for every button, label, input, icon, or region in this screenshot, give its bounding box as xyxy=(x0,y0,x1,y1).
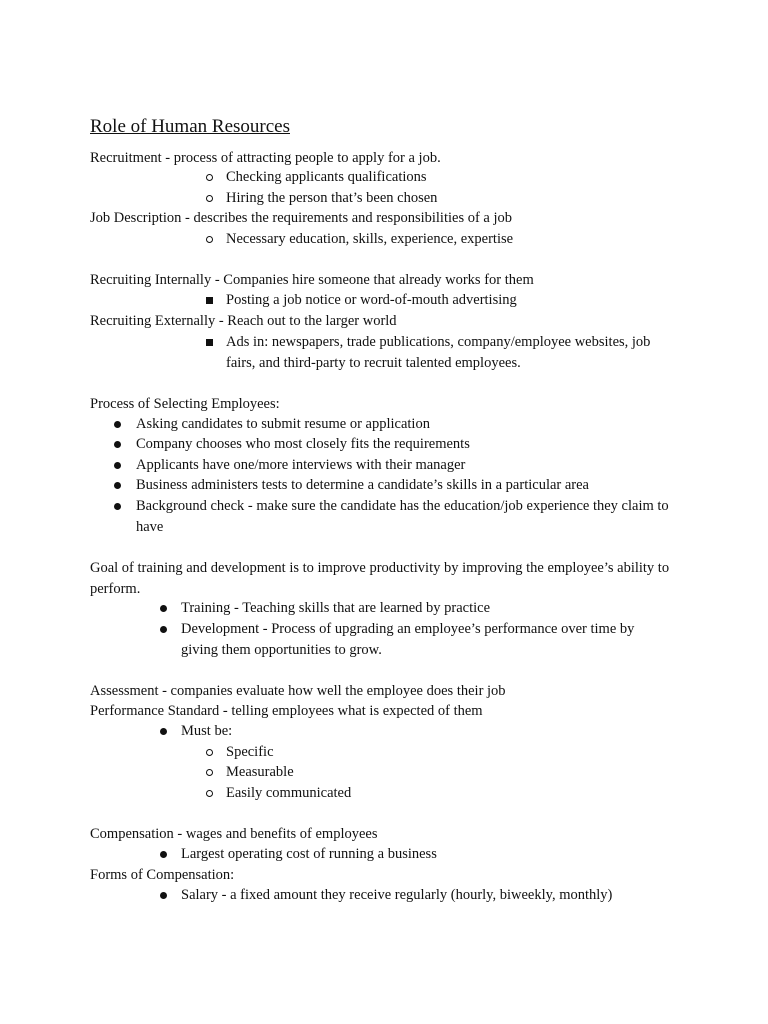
compensation-line: Compensation - wages and benefits of employees xyxy=(90,826,378,842)
list-item-text: Salary - a fixed amount they receive regularly (hourly, biweekly, monthly) xyxy=(181,887,613,903)
list-item xyxy=(200,229,680,250)
list-item-text: Necessary education, skills, experience, expertise xyxy=(226,231,514,247)
list-item xyxy=(108,434,688,455)
recruitment-line: Recruitment - process of attracting people to apply for a job. xyxy=(90,150,441,166)
list-item-text: Background check - make sure the candidate has the education/job experience they claim to have xyxy=(136,498,669,535)
list-item xyxy=(154,885,714,906)
list-item xyxy=(200,783,600,804)
process-heading: Process of Selecting Employees: xyxy=(90,396,280,412)
performance-standard-line: Performance Standard - telling employees what is expected of them xyxy=(90,703,483,719)
list-item xyxy=(200,762,600,783)
list-item xyxy=(108,455,688,476)
list-item xyxy=(154,844,654,865)
forms-heading: Forms of Compensation: xyxy=(90,867,235,883)
recruiting-internally-line: Recruiting Internally - Companies hire someone that already works for them xyxy=(90,272,534,288)
list-item xyxy=(108,475,688,496)
assessment-line: Assessment - companies evaluate how well the employee does their job xyxy=(90,683,506,699)
job-description-line: Job Description - describes the requirements and responsibilities of a job xyxy=(90,210,513,226)
list-item-text: Must be: xyxy=(181,723,233,739)
list-item-text: Development - Process of upgrading an employee’s performance over time by giving them opportunities to grow. xyxy=(181,621,635,658)
list-item-text: Measurable xyxy=(226,764,294,780)
recruiting-externally-line: Recruiting Externally - Reach out to the larger world xyxy=(90,313,397,329)
goal-paragraph: Goal of training and development is to improve productivity by improving the employee’s ability to perform. xyxy=(90,560,670,597)
list-item-text: Checking applicants qualifications xyxy=(226,169,427,185)
document-title: Role of Human Resources xyxy=(90,116,290,137)
list-item-text: Asking candidates to submit resume or application xyxy=(136,416,430,432)
list-item-text: Posting a job notice or word-of-mouth advertising xyxy=(226,292,517,308)
list-item-text: Training - Teaching skills that are learned by practice xyxy=(181,600,491,616)
list-item-text: Business administers tests to determine a candidate’s skills in a particular area xyxy=(136,477,589,493)
list-item-text: Ads in: newspapers, trade publications, company/employee websites, job fairs, and third-party to recruit talented employees. xyxy=(226,334,651,371)
list-item-text: Applicants have one/more interviews with their manager xyxy=(136,457,466,473)
list-item xyxy=(200,290,680,311)
list-item-text: Easily communicated xyxy=(226,785,352,801)
list-item xyxy=(108,496,688,537)
list-item xyxy=(200,188,680,209)
list-item xyxy=(154,619,694,660)
list-item xyxy=(154,598,694,619)
list-item-text: Company chooses who most closely fits the requirements xyxy=(136,436,470,452)
list-item-text: Hiring the person that’s been chosen xyxy=(226,190,438,206)
list-item-text: Specific xyxy=(226,744,274,760)
list-item xyxy=(108,414,688,435)
list-item-text: Largest operating cost of running a business xyxy=(181,846,437,862)
list-item xyxy=(200,167,680,188)
list-item xyxy=(200,742,600,763)
list-item xyxy=(200,332,680,373)
list-item xyxy=(154,721,554,742)
